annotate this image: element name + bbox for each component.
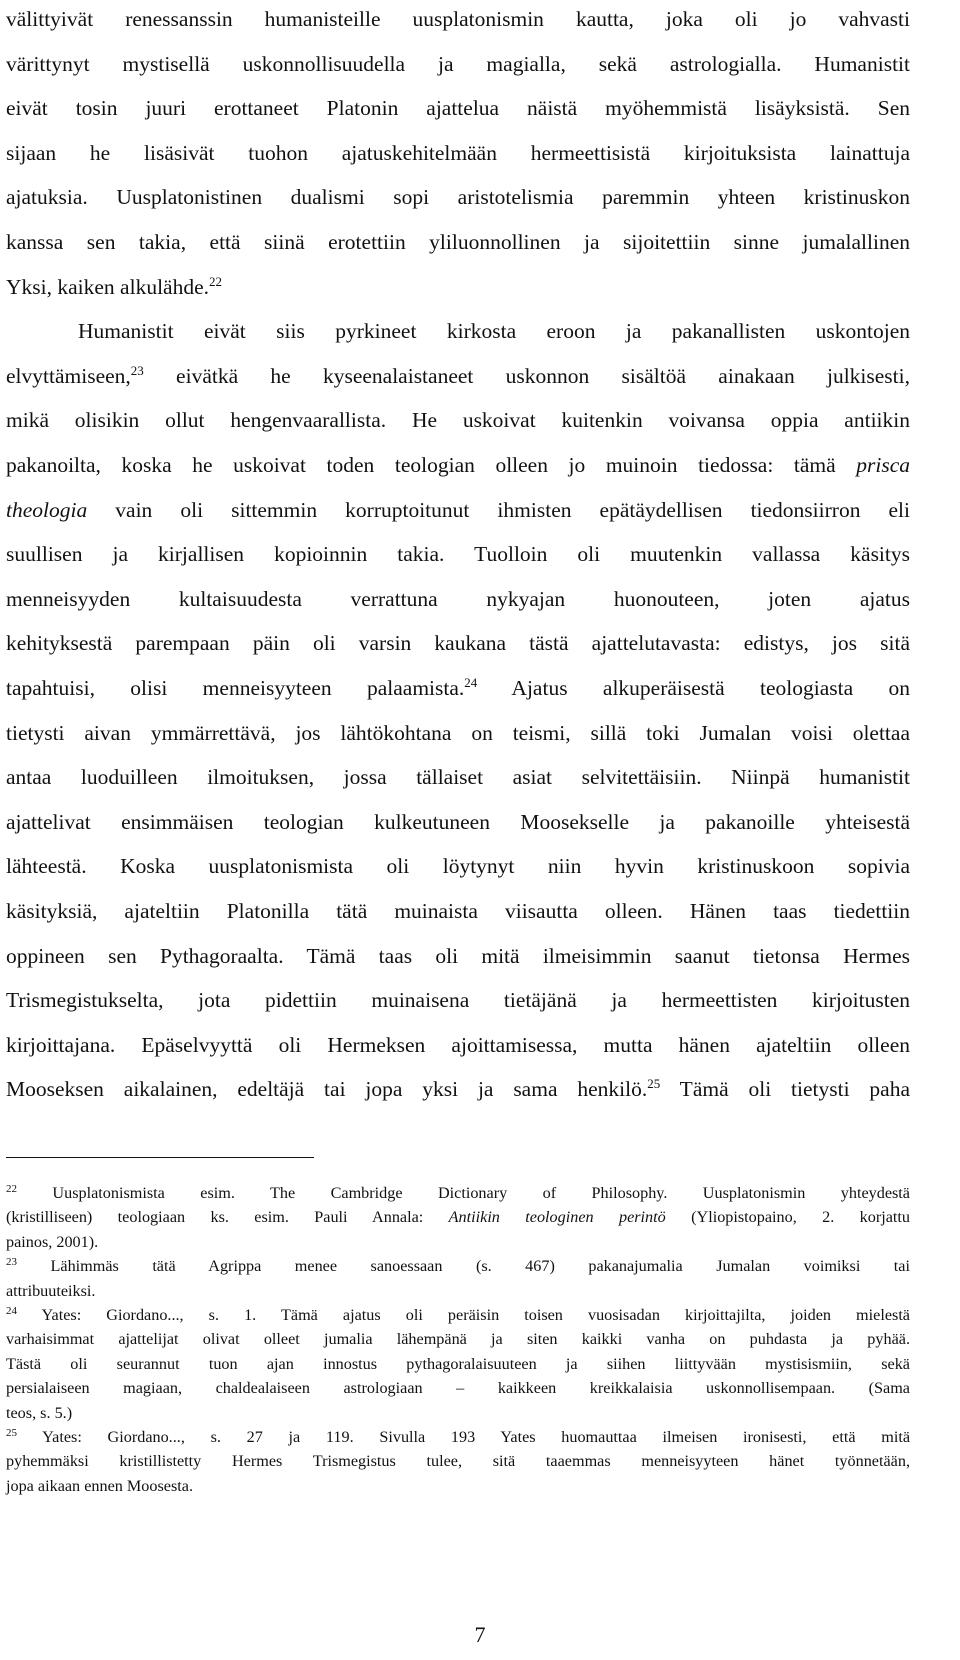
text-run: Yates: Giordano..., s. 27 ja 119. Sivulla 193 Yates huomauttaa ilmeisen ironisesti, että mitä xyxy=(17,1428,910,1446)
text-run: vain oli sittemmin korruptoitunut ihmisten epätäydellisen tiedonsiirron eli xyxy=(87,497,910,522)
body-line xyxy=(6,182,910,212)
body-line xyxy=(6,941,910,971)
text-run: antaa luoduilleen ilmoituksen, jossa tällaiset asiat selvitettäisiin. Niinpä humanistit xyxy=(6,765,910,790)
text-run: pyhemmäksi kristillistetty Hermes Trismegistus tulee, sitä taaemmas menneisyyteen hänet työnnetään, xyxy=(6,1452,910,1471)
body-line xyxy=(6,673,910,703)
text-run: painos, 2001). xyxy=(6,1232,99,1251)
text-run: menneisyyden kultaisuudesta verrattuna nykyajan huonouteen, joten ajatus xyxy=(6,586,910,611)
footnote-line xyxy=(6,1354,910,1374)
text-run: tietysti aivan ymmärrettävä, jos lähtökohtana on teismi, sillä toki Jumalan voisi olettaa xyxy=(6,720,910,745)
body-line xyxy=(6,762,910,792)
body-line xyxy=(6,896,910,926)
footnote-ref: 22 xyxy=(6,1183,17,1195)
body-line xyxy=(6,49,910,79)
text-run: välittyivät renessanssin humanisteille uusplatonismin kautta, joka oli jo vahvasti xyxy=(6,7,910,31)
text-run: (Yliopistopaino, 2. korjattu xyxy=(665,1208,911,1227)
body-line xyxy=(6,227,910,257)
body-line xyxy=(6,1030,910,1060)
body-line xyxy=(6,628,910,658)
body-line xyxy=(6,718,910,748)
text-run: ajatuksia. Uusplatonistinen dualismi sopi aristotelismia paremmin yhteen kristinuskon xyxy=(6,185,910,210)
text-run: Ajatus alkuperäisestä teologiasta on xyxy=(477,676,910,700)
text-run: sijaan he lisäsivät tuohon ajatuskehitelmään hermeettisistä kirjoituksista lainattuja xyxy=(6,140,910,165)
text-run: jopa aikaan ennen Moosesta. xyxy=(6,1476,193,1495)
body-line xyxy=(6,361,910,391)
body-line xyxy=(6,316,910,346)
footnote-ref: 23 xyxy=(6,1256,17,1269)
text-run: Lähimmäs tätä Agrippa menee sanoessaan (s. 467) pakanajumalia Jumalan voimiksi tai xyxy=(17,1257,910,1276)
text-run: Mooseksen aikalainen, edeltäjä tai jopa yksi ja sama henkilö. xyxy=(6,1077,648,1102)
text-run: mikä olisikin ollut hengenvaarallista. He uskoivat kuitenkin voivansa oppia antiikin xyxy=(6,408,910,433)
text-run: Tämä oli tietysti paha xyxy=(660,1077,910,1102)
text-run: ajattelivat ensimmäisen teologian kulkeutuneen Moosekselle ja pakanoille yhteisestä xyxy=(6,809,910,834)
footnote-line xyxy=(6,1207,910,1227)
footnote-separator xyxy=(6,1157,314,1158)
text-run: Uusplatonismista esim. The Cambridge Dictionary of Philosophy. Uusplatonismin yhteydestä xyxy=(17,1184,910,1202)
text-run: suullisen ja kirjallisen kopioinnin takia. Tuolloin oli muutenkin vallassa käsitys xyxy=(6,542,910,567)
footnote-line xyxy=(6,1183,910,1203)
body-line xyxy=(6,93,910,123)
text-run: kanssa sen takia, että siinä erotettiin yliluonnollinen ja sijoitettiin sinne jumalallinen xyxy=(6,230,910,254)
footnote-line xyxy=(6,1329,910,1349)
text-run: elvyttämiseen, xyxy=(6,363,131,388)
text-run: eivätkä he kyseenalaistaneet uskonnon sisältöä ainakaan julkisesti, xyxy=(143,363,910,388)
italic-text: Antiikin teologinen perintö xyxy=(448,1208,666,1227)
footnote-ref: 24 xyxy=(6,1305,17,1317)
italic-text: prisca xyxy=(856,453,910,477)
text-run: Tästä oli seurannut tuon ajan innostus pythagoralaisuuteen ja siihen liittyvään mystisismiin, sekä xyxy=(6,1354,910,1373)
text-run: oppineen sen Pythagoraalta. Tämä taas oli mitä ilmeisimmin saanut tietonsa Hermes xyxy=(6,943,910,968)
body-line xyxy=(6,495,910,525)
body-line xyxy=(6,985,910,1015)
footnote-line xyxy=(6,1256,910,1276)
text-run: käsityksiä, ajateltiin Platonilla tätä muinaista viisautta olleen. Hänen taas tiedettiin xyxy=(6,899,910,923)
footnote-ref: 23 xyxy=(130,362,144,378)
italic-text: theologia xyxy=(6,497,88,522)
text-run: värittynyt mystisellä uskonnollisuudella ja magialla, sekä astrologialla. Humanistit xyxy=(6,51,910,76)
page-number: 7 xyxy=(474,1622,486,1647)
body-line xyxy=(6,851,910,881)
text-run: kirjoittajana. Epäselvyyttä oli Hermeksen ajoittamisessa, mutta hänen ajateltiin olleen xyxy=(6,1032,910,1057)
footnote-line xyxy=(6,1232,910,1252)
footnote-line xyxy=(6,1427,910,1447)
footnote-ref: 22 xyxy=(209,273,223,289)
text-run: attribuuteiksi. xyxy=(6,1281,96,1300)
text-run: persialaiseen magiaan, chaldealaiseen astrologiaan – kaikkeen kreikkalaisia uskonnollisempaan. (Sama xyxy=(6,1379,910,1398)
footnote-ref: 25 xyxy=(647,1076,661,1092)
text-run: lähteestä. Koska uusplatonismista oli löytynyt niin hyvin kristinuskoon sopivia xyxy=(6,854,910,879)
footnote-line xyxy=(6,1451,910,1471)
body-line xyxy=(6,1074,910,1104)
text-run: eivät tosin juuri erottaneet Platonin ajattelua näistä myöhemmistä lisäyksistä. Sen xyxy=(6,96,910,121)
footnote-line xyxy=(6,1378,910,1398)
body-line xyxy=(6,405,910,435)
body-line xyxy=(6,272,910,302)
text-run: pakanoilta, koska he uskoivat toden teologian olleen jo muinoin tiedossa: tämä xyxy=(6,453,857,477)
footnote-line xyxy=(6,1281,910,1301)
text-run: (kristilliseen) teologiaan ks. esim. Pauli Annala: xyxy=(6,1208,449,1227)
footnote-ref: 24 xyxy=(464,675,478,690)
text-run: teos, s. 5.) xyxy=(6,1403,73,1422)
text-run: varhaisimmat ajattelijat olivat olleet jumalia lähempänä ja siten kaikki vanha on puhdasta ja pyhää. xyxy=(6,1330,910,1349)
body-line xyxy=(6,539,910,569)
body-line xyxy=(6,450,910,480)
body-line xyxy=(6,4,910,34)
body-line xyxy=(6,138,910,168)
text-run: tapahtuisi, olisi menneisyyteen palaamista. xyxy=(6,676,465,700)
text-run: Yksi, kaiken alkulähde. xyxy=(6,274,210,299)
footnote-line xyxy=(6,1403,910,1423)
text-run: Yates: Giordano..., s. 1. Tämä ajatus oli peräisin toisen vuosisadan kirjoittajilta, joiden mielestä xyxy=(17,1306,910,1324)
body-line xyxy=(6,584,910,614)
footnote-line xyxy=(6,1305,910,1325)
footnote-ref: 25 xyxy=(6,1427,17,1439)
body-line xyxy=(6,807,910,837)
footnote-line xyxy=(6,1476,910,1496)
text-run: Trismegistukselta, jota pidettiin muinaisena tietäjänä ja hermeettisten kirjoitusten xyxy=(6,988,910,1013)
text-run: Humanistit eivät siis pyrkineet kirkosta eroon ja pakanallisten uskontojen xyxy=(78,319,910,344)
text-run: kehityksestä parempaan päin oli varsin kaukana tästä ajattelutavasta: edistys, jos sitä xyxy=(6,631,910,656)
